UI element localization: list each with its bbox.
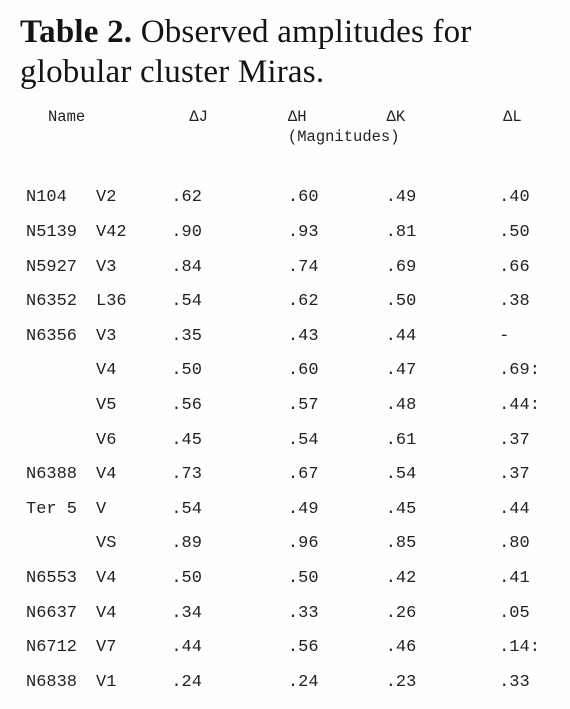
cell-delta-j: .90 [171, 222, 202, 242]
cell-variable: L36 [96, 292, 127, 312]
table-row [20, 319, 570, 354]
cell-delta-k: .46 [385, 638, 417, 658]
table-row [20, 596, 570, 631]
cell-cluster: N6388 [26, 465, 78, 485]
cell-delta-l: .50 [499, 222, 530, 242]
cell-cluster: Ter 5 [26, 499, 78, 519]
cell-delta-j: .54 [171, 499, 202, 519]
cell-delta-j: .34 [171, 603, 202, 623]
cell-delta-k: .85 [385, 534, 417, 554]
header-delta-j: ΔJ [189, 108, 208, 126]
table-caption-text: Observed amplitudes for globular cluster Miras. [20, 14, 472, 90]
cell-delta-k: .50 [385, 292, 417, 312]
table-row [20, 457, 570, 492]
table-row [20, 388, 570, 423]
cell-delta-h: .50 [287, 568, 319, 588]
cell-cluster: N6838 [26, 672, 78, 692]
cell-variable: V3 [96, 326, 117, 346]
header-spacer [20, 146, 570, 181]
cell-delta-h: .54 [287, 430, 319, 450]
table-row [20, 527, 570, 562]
table-row [20, 250, 570, 285]
cell-delta-j: .89 [171, 534, 202, 554]
cell-variable: V1 [96, 672, 117, 692]
cell-delta-l: .66 [499, 257, 530, 277]
cell-variable: V3 [96, 257, 117, 277]
header-delta-h-k [288, 108, 489, 146]
table-caption-label: Table 2. [20, 14, 133, 50]
header-delta-l: ΔL [503, 108, 522, 126]
cell-delta-h: .56 [287, 638, 319, 658]
table-row [20, 284, 570, 319]
cell-variable: V4 [96, 465, 117, 485]
cell-delta-j: .56 [171, 395, 202, 415]
table-row [20, 630, 570, 665]
cell-variable: V4 [96, 568, 117, 588]
header-delta-k: ΔK [386, 108, 406, 126]
cell-cluster: N6356 [26, 326, 78, 346]
cell-delta-k: .49 [385, 188, 417, 208]
cell-delta-h: .93 [287, 222, 319, 242]
cell-delta-j: .45 [171, 430, 202, 450]
cell-delta-h: .67 [287, 465, 319, 485]
header-delta-h: ΔH [287, 108, 307, 126]
cell-variable: V4 [96, 603, 117, 623]
cell-delta-l: .41 [499, 568, 530, 588]
table-row [20, 492, 570, 527]
cell-delta-l: .37 [499, 465, 530, 485]
cell-delta-k: .69 [385, 257, 417, 277]
table-row [20, 354, 570, 389]
cell-delta-l: .37 [499, 430, 530, 450]
cell-cluster: N6712 [26, 638, 78, 658]
cell-delta-k: .45 [385, 499, 417, 519]
cell-delta-h: .43 [287, 326, 319, 346]
table-row [20, 215, 570, 250]
cell-cluster: N5927 [26, 257, 78, 277]
cell-delta-h: .62 [287, 292, 319, 312]
cell-delta-k: .42 [385, 568, 417, 588]
cell-delta-h: .96 [287, 534, 319, 554]
table-body [20, 146, 570, 700]
table-row [20, 561, 570, 596]
header-name: Name [48, 108, 86, 126]
cell-delta-h: .60 [287, 188, 319, 208]
cell-delta-l: .33 [499, 672, 530, 692]
cell-delta-h: .60 [287, 361, 319, 381]
cell-delta-h: .74 [287, 257, 319, 277]
cell-delta-h: .49 [287, 499, 319, 519]
cell-delta-l: .40 [499, 188, 530, 208]
cell-delta-k: .23 [385, 672, 417, 692]
header-units: (Magnitudes) [287, 128, 400, 146]
table-header [20, 108, 570, 146]
cell-delta-k: .47 [385, 361, 417, 381]
cell-variable: V4 [96, 361, 117, 381]
cell-cluster: N5139 [26, 222, 78, 242]
cell-delta-j: .62 [171, 188, 202, 208]
table-caption [20, 12, 560, 92]
cell-delta-l: .38 [499, 292, 530, 312]
cell-cluster: N6352 [26, 292, 78, 312]
cell-cluster: N6637 [26, 603, 78, 623]
cell-delta-j: .54 [171, 292, 202, 312]
cell-variable: V7 [96, 638, 117, 658]
cell-delta-j: .73 [171, 465, 202, 485]
cell-delta-j: .24 [171, 672, 202, 692]
cell-delta-j: .35 [171, 326, 202, 346]
cell-cluster [20, 527, 96, 562]
amplitudes-table [20, 108, 570, 700]
cell-delta-k: .81 [385, 222, 417, 242]
cell-delta-l: .80 [499, 534, 530, 554]
cell-variable: VS [96, 534, 117, 554]
cell-delta-l: - [499, 326, 510, 346]
cell-delta-k: .26 [385, 603, 417, 623]
cell-cluster: N6553 [26, 568, 78, 588]
cell-delta-k: .44 [385, 326, 417, 346]
cell-delta-h: .24 [287, 672, 319, 692]
cell-cluster [20, 354, 96, 389]
cell-delta-l: .14: [499, 638, 540, 658]
cell-delta-k: .48 [385, 395, 417, 415]
table-row [20, 181, 570, 216]
cell-variable: V [96, 499, 107, 519]
cell-delta-j: .84 [171, 257, 202, 277]
cell-delta-j: .44 [171, 638, 202, 658]
cell-delta-l: .69: [499, 361, 540, 381]
cell-delta-h: .33 [287, 603, 319, 623]
cell-delta-j: .50 [171, 568, 202, 588]
cell-delta-l: .44: [499, 395, 540, 415]
table-row [20, 665, 570, 700]
cell-delta-k: .61 [385, 430, 417, 450]
cell-delta-l: .05 [499, 603, 530, 623]
cell-cluster [20, 423, 96, 458]
cell-variable: V6 [96, 430, 117, 450]
cell-delta-k: .54 [385, 465, 417, 485]
cell-variable: V5 [96, 395, 117, 415]
table-row [20, 423, 570, 458]
cell-cluster: N104 [26, 188, 67, 208]
cell-variable: V42 [96, 222, 127, 242]
cell-delta-l: .44 [499, 499, 530, 519]
cell-cluster [20, 388, 96, 423]
cell-variable: V2 [96, 188, 117, 208]
cell-delta-j: .50 [171, 361, 202, 381]
cell-delta-h: .57 [287, 395, 319, 415]
